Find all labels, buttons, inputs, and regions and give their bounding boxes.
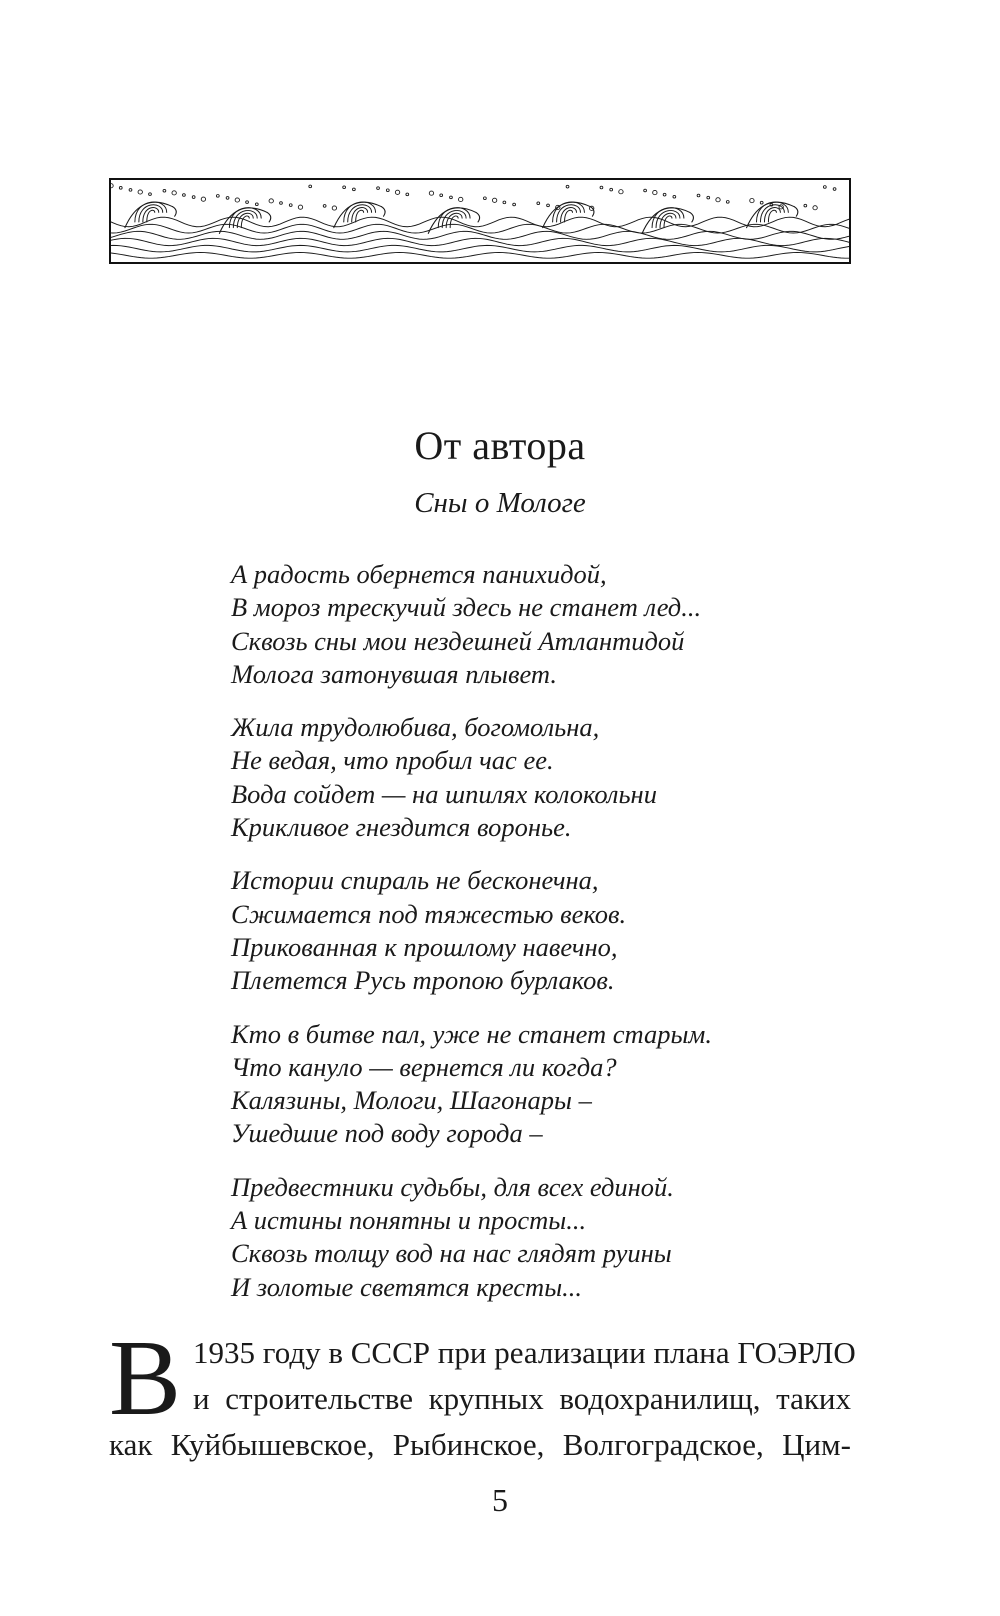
poem-line: Не ведая, что пробил час ее. bbox=[231, 745, 554, 776]
drop-cap: В bbox=[109, 1319, 182, 1438]
poem-stanza bbox=[231, 1018, 791, 1151]
poem-line: Сквозь толщу вод на нас глядят руины bbox=[231, 1238, 672, 1269]
poem-line: Кто в битве пал, уже не станет старым. bbox=[231, 1018, 712, 1049]
poem-line: Ушедшие под воду города – bbox=[231, 1118, 543, 1149]
poem-line: Вода сойдет — на шпилях колокольни bbox=[231, 778, 657, 809]
poem-stanza bbox=[231, 864, 791, 997]
page-title: От автора bbox=[414, 423, 586, 468]
poem-line: Калязины, Мологи, Шагонары – bbox=[231, 1085, 592, 1116]
paragraph-line: как Куйбышевское, Рыбинское, Волгоградское, Цим- bbox=[109, 1427, 851, 1462]
poem-stanza bbox=[231, 711, 791, 844]
poem-line: Крикливое гнездится воронье. bbox=[231, 812, 572, 843]
poem-line: А истины понятны и просты... bbox=[231, 1205, 587, 1236]
poem-line: В мороз трескучий здесь не станет лед... bbox=[231, 592, 702, 623]
poem-line: Сжимается под тяжестью веков. bbox=[231, 898, 627, 929]
poem-line: Молога затонувшая плывет. bbox=[231, 658, 557, 689]
poem-line: Предвестники судьбы, для всех единой. bbox=[231, 1171, 674, 1202]
poem bbox=[231, 558, 791, 1324]
poem-stanza bbox=[231, 1171, 791, 1304]
paragraph-line: и строительстве крупных водохранилищ, таких bbox=[193, 1381, 851, 1416]
poem-title: Сны о Мологе bbox=[414, 487, 586, 519]
poem-line: Истории спираль не бесконечна, bbox=[231, 865, 599, 896]
poem-line: Сквозь сны мои нездешней Атлантидой bbox=[231, 625, 685, 656]
wave-pattern-icon bbox=[111, 180, 849, 262]
page-number: 5 bbox=[492, 1482, 508, 1518]
paragraph-line: 1935 году в СССР при реализации плана ГОЭРЛО bbox=[193, 1335, 856, 1370]
poem-line: Жила трудолюбива, богомольна, bbox=[231, 712, 600, 743]
poem-stanza bbox=[231, 558, 791, 691]
ornamental-wave-banner bbox=[109, 178, 851, 264]
poem-line: Что кануло — вернется ли когда? bbox=[231, 1051, 617, 1082]
poem-line: Плетется Русь тропою бурлаков. bbox=[231, 965, 615, 996]
poem-line: И золотые светятся кресты... bbox=[231, 1271, 583, 1302]
poem-line: А радость обернется панихидой, bbox=[231, 559, 607, 589]
body-paragraph bbox=[109, 1319, 856, 1468]
poem-line: Прикованная к прошлому навечно, bbox=[231, 931, 618, 962]
